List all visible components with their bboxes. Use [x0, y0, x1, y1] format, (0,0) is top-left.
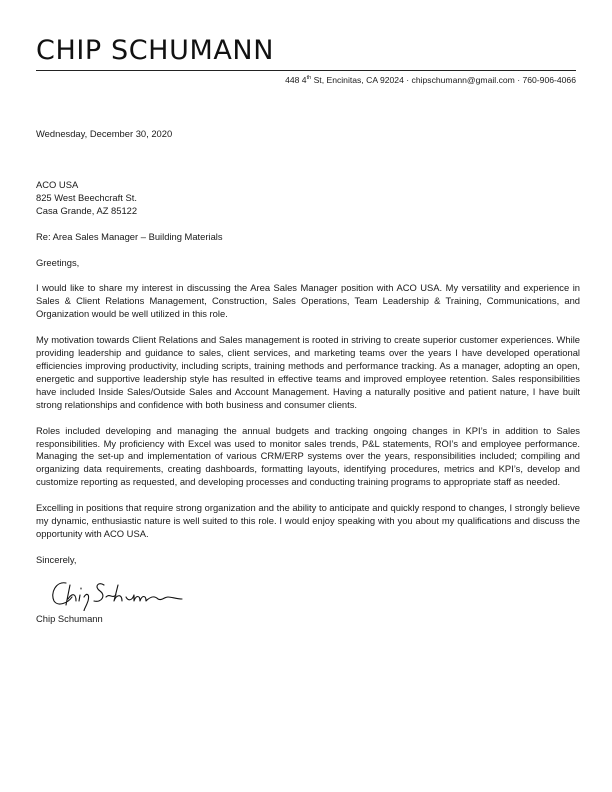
body-paragraph: Excelling in positions that require strong organization and the ability to anticipate and quickly respond to changes, I strongly believe my dynamic, enthusiastic nature is well suited to this role. I would enjoy speaking with you about my qualifications and discuss the opportunity with ACO USA.	[36, 502, 580, 539]
recipient-line: ACO USA	[36, 178, 79, 190]
header-rule	[36, 70, 576, 71]
separator: ·	[514, 75, 523, 85]
body-paragraph: Roles included developing and managing the annual budgets and tracking ongoing changes in KPI’s in addition to Sales responsibilities. My proficiency with Excel was used to monitor sales trends, P&L statements, ROI’s and employee performance. Managing the set-up and implementation of various CRM/ERP systems over the years, responsibilities included; compiling and organizing data requirements, creating dashboards, formatting layouts, identifying procedures, metrics and KPI’s, develop and customize reporting as requested, and developing processes and conducting training programs to appropriate staff as needed.	[36, 424, 580, 488]
letter-body	[36, 128, 580, 626]
address-street-number: 448 4	[285, 75, 307, 85]
phone-number: 760-906-4066	[522, 75, 576, 85]
address-ordinal: th	[306, 75, 312, 82]
letter-date: Wednesday, December 30, 2020	[36, 128, 173, 139]
closing: Sincerely,	[36, 553, 77, 565]
contact-line	[285, 75, 576, 85]
recipient-address	[36, 179, 580, 218]
greeting: Greetings,	[36, 256, 80, 268]
handwritten-signature	[46, 571, 186, 611]
address-rest: St, Encinitas, CA 92024	[311, 75, 404, 85]
subject-line: Re: Area Sales Manager – Building Materials	[36, 230, 223, 242]
body-paragraph: My motivation towards Client Relations and Sales management is rooted in striving to create superior customer experiences. While providing leadership and guidance to sales, client services, and marketing teams over the years I have developed operational efficiencies improving productivity, including scripts, training methods and performance tracking. As a manager, adopting an open, energetic and supportive leadership style has resulted in effective teams and improved employee retention. Sales responsibilities have included Inside Sales/Outside Sales and Account Management. Having a naturally positive and patient nature, I have built strong relationships and confidence with both business and consumer clients.	[36, 334, 580, 410]
sender-name: CHIP SCHUMANN	[36, 35, 274, 66]
email-address: chipschumann@gmail.com	[411, 75, 515, 85]
signature-name: Chip Schumann	[36, 612, 103, 624]
recipient-line: 825 West Beechcraft St.	[36, 191, 137, 203]
body-paragraph: I would like to share my interest in discussing the Area Sales Manager position with ACO USA. My versatility and experience in Sales & Client Relations Management, Construction, Sales Operations, Team Leadership & Training, Communications, and Organization would be well utilized in this role.	[36, 282, 580, 320]
separator: ·	[403, 75, 412, 85]
recipient-line: Casa Grande, AZ 85122	[36, 204, 138, 216]
